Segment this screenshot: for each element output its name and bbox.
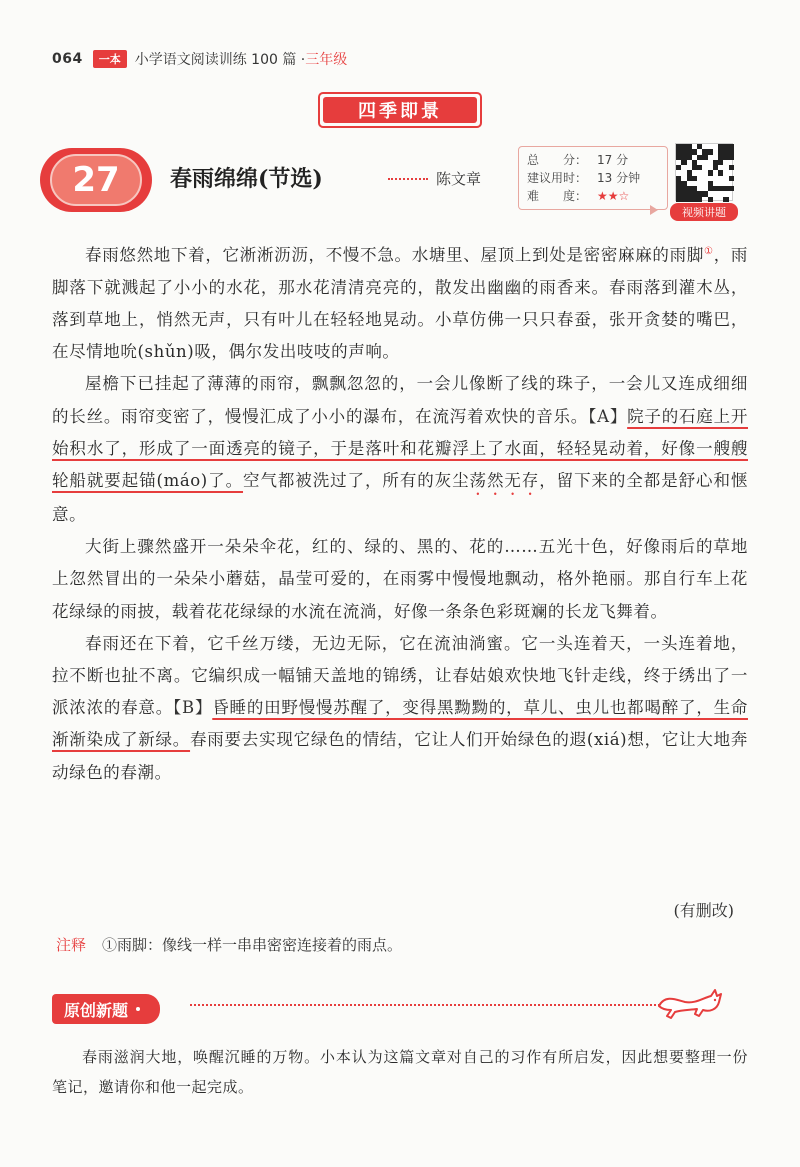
section-title: 四季即景 [323,97,477,123]
footnote-marker: ① [704,246,714,257]
qr-cell [729,176,734,181]
footnote [56,934,402,955]
article-paragraph-2: 屋檐下已挂起了薄薄的雨帘，飘飘忽忽的，一会儿像断了线的珠子，一会儿又连成细细的长丝。雨帘变密了，慢慢汇成了小小的瀑布，在流泻着欢快的音乐。【A】院子的石庭上开始积水了，形成了一面透亮的镜子，于是落叶和花瓣浮上了水面，轻轻晃动着，好像一艘艘轮船就要起锚(máo)了。空气都被洗过了，所有的灰尘荡然无存，留下来的全都是舒心和惬意。 [52,374,748,524]
emphasized-phrase: 荡然无存 [469,470,540,490]
lesson-number: 27 [50,154,142,206]
article-paragraph-3: 大街上骤然盛开一朵朵伞花，红的、绿的、黑的、花的……五光十色，好像雨后的草地上忽然冒出的一朵朵小蘑菇，晶莹可爱的，在雨雾中慢慢地飘动，格外艳丽。那自行车上花花绿绿的雨披，载着花花绿绿的水流在流淌，好像一条条色彩斑斓的长龙飞舞着。 [52,537,748,621]
qr-cell [676,165,681,170]
time-label: 建议用时： [527,171,588,185]
original-question-tag [52,994,160,1024]
book-title: 小学语文阅读训练 100 篇 · [134,52,306,68]
lesson-title: 春雨绵绵(节选) [170,166,323,192]
page-number: 064 [52,51,83,67]
difficulty-stars: ★★☆ [597,189,630,203]
score-label: 总 分： [527,153,588,167]
qr-cell [702,155,707,160]
video-lecture-label[interactable]: 视频讲题 [670,203,738,221]
underlined-sentence-b: 昏睡的田野慢慢苏醒了，变得黑黝黝的，草儿、虫儿也都喝醉了，生命渐渐染成了新绿。 [52,698,748,750]
time-value: 13 分钟 [597,171,641,185]
footnote-label: 注释 [56,936,87,954]
dot-icon [136,1007,140,1011]
qr-cell [718,160,723,165]
score-value: 17 分 [597,153,629,167]
qr-cell [681,160,686,165]
cat-icon [655,980,725,1020]
lesson-number-badge [40,148,152,212]
underlined-sentence-a: 院子的石庭上开始积水了，形成了一面透亮的镜子，于是落叶和花瓣浮上了水面，轻轻晃动着，好像一艘艘轮船就要起锚(máo)了。 [52,406,748,490]
qr-cell [723,197,728,202]
qr-cell [729,165,734,170]
original-question-label: 原创新题 [64,1000,129,1020]
marker-b: 【B】 [173,698,213,718]
arrow-icon [650,205,658,215]
title-divider [388,178,428,180]
qr-cell [692,176,697,181]
lesson-author: 陈文章 [436,170,482,188]
section-banner [318,92,482,128]
info-box [518,146,668,210]
qr-cell [729,186,734,191]
article-body [52,236,748,789]
qr-cell [697,165,702,170]
qr-cell [718,170,723,175]
page-header [52,48,347,70]
article-paragraph-1: 春雨悠然地下着，它淅淅沥沥，不慢不急。水塘里、屋顶上到处是密密麻麻的雨脚①，雨脚落下就溅起了小小的水花，那水花清清亮亮的，散发出幽幽的雨香来。春雨落到灌木丛，落到草地上，悄然无声，只有叶儿在轻轻地晃动。小草仿佛一只只春蚕，张开贪婪的嘴巴，在尽情地吮(shǔn)吸，偶尔发出吱吱的声响。 [52,245,748,362]
section-divider [190,1004,660,1006]
deletion-note: (有删改) [673,901,734,920]
qr-code-icon[interactable] [675,143,733,201]
brand-logo: 一本 [93,50,127,68]
qr-cell [708,170,713,175]
difficulty-label: 难 度： [527,189,588,203]
qr-cell [697,197,702,202]
task-description: 春雨滋润大地，唤醒沉睡的万物。小本认为这篇文章对自己的习作有所启发，因此想要整理一份笔记，邀请你和他一起完成。 [52,1048,748,1096]
footnote-text: ①雨脚：像线一样一串串密密连接着的雨点。 [102,936,403,954]
qr-cell [708,197,713,202]
marker-a: 【A】 [588,406,628,426]
article-paragraph-4: 春雨还在下着，它千丝万缕，无边无际，它在流油淌蜜。它一头连着天，一头连着地，拉不断也扯不离。它编织成一幅铺天盖地的锦绣，让春姑娘欢快地飞针走线，终于绣出了一派浓浓的春意。【B】昏睡的田野慢慢苏醒了，变得黑黝黝的，草儿、虫儿也都喝醉了，生命渐渐染成了新绿。春雨要去实现它绿色的情结，它让人们开始绿色的遐(xiá)想，它让大地奔动绿色的春潮。 [52,633,748,782]
qr-cell [729,155,734,160]
grade-label: 三年级 [305,52,348,68]
qr-cell [708,149,713,154]
